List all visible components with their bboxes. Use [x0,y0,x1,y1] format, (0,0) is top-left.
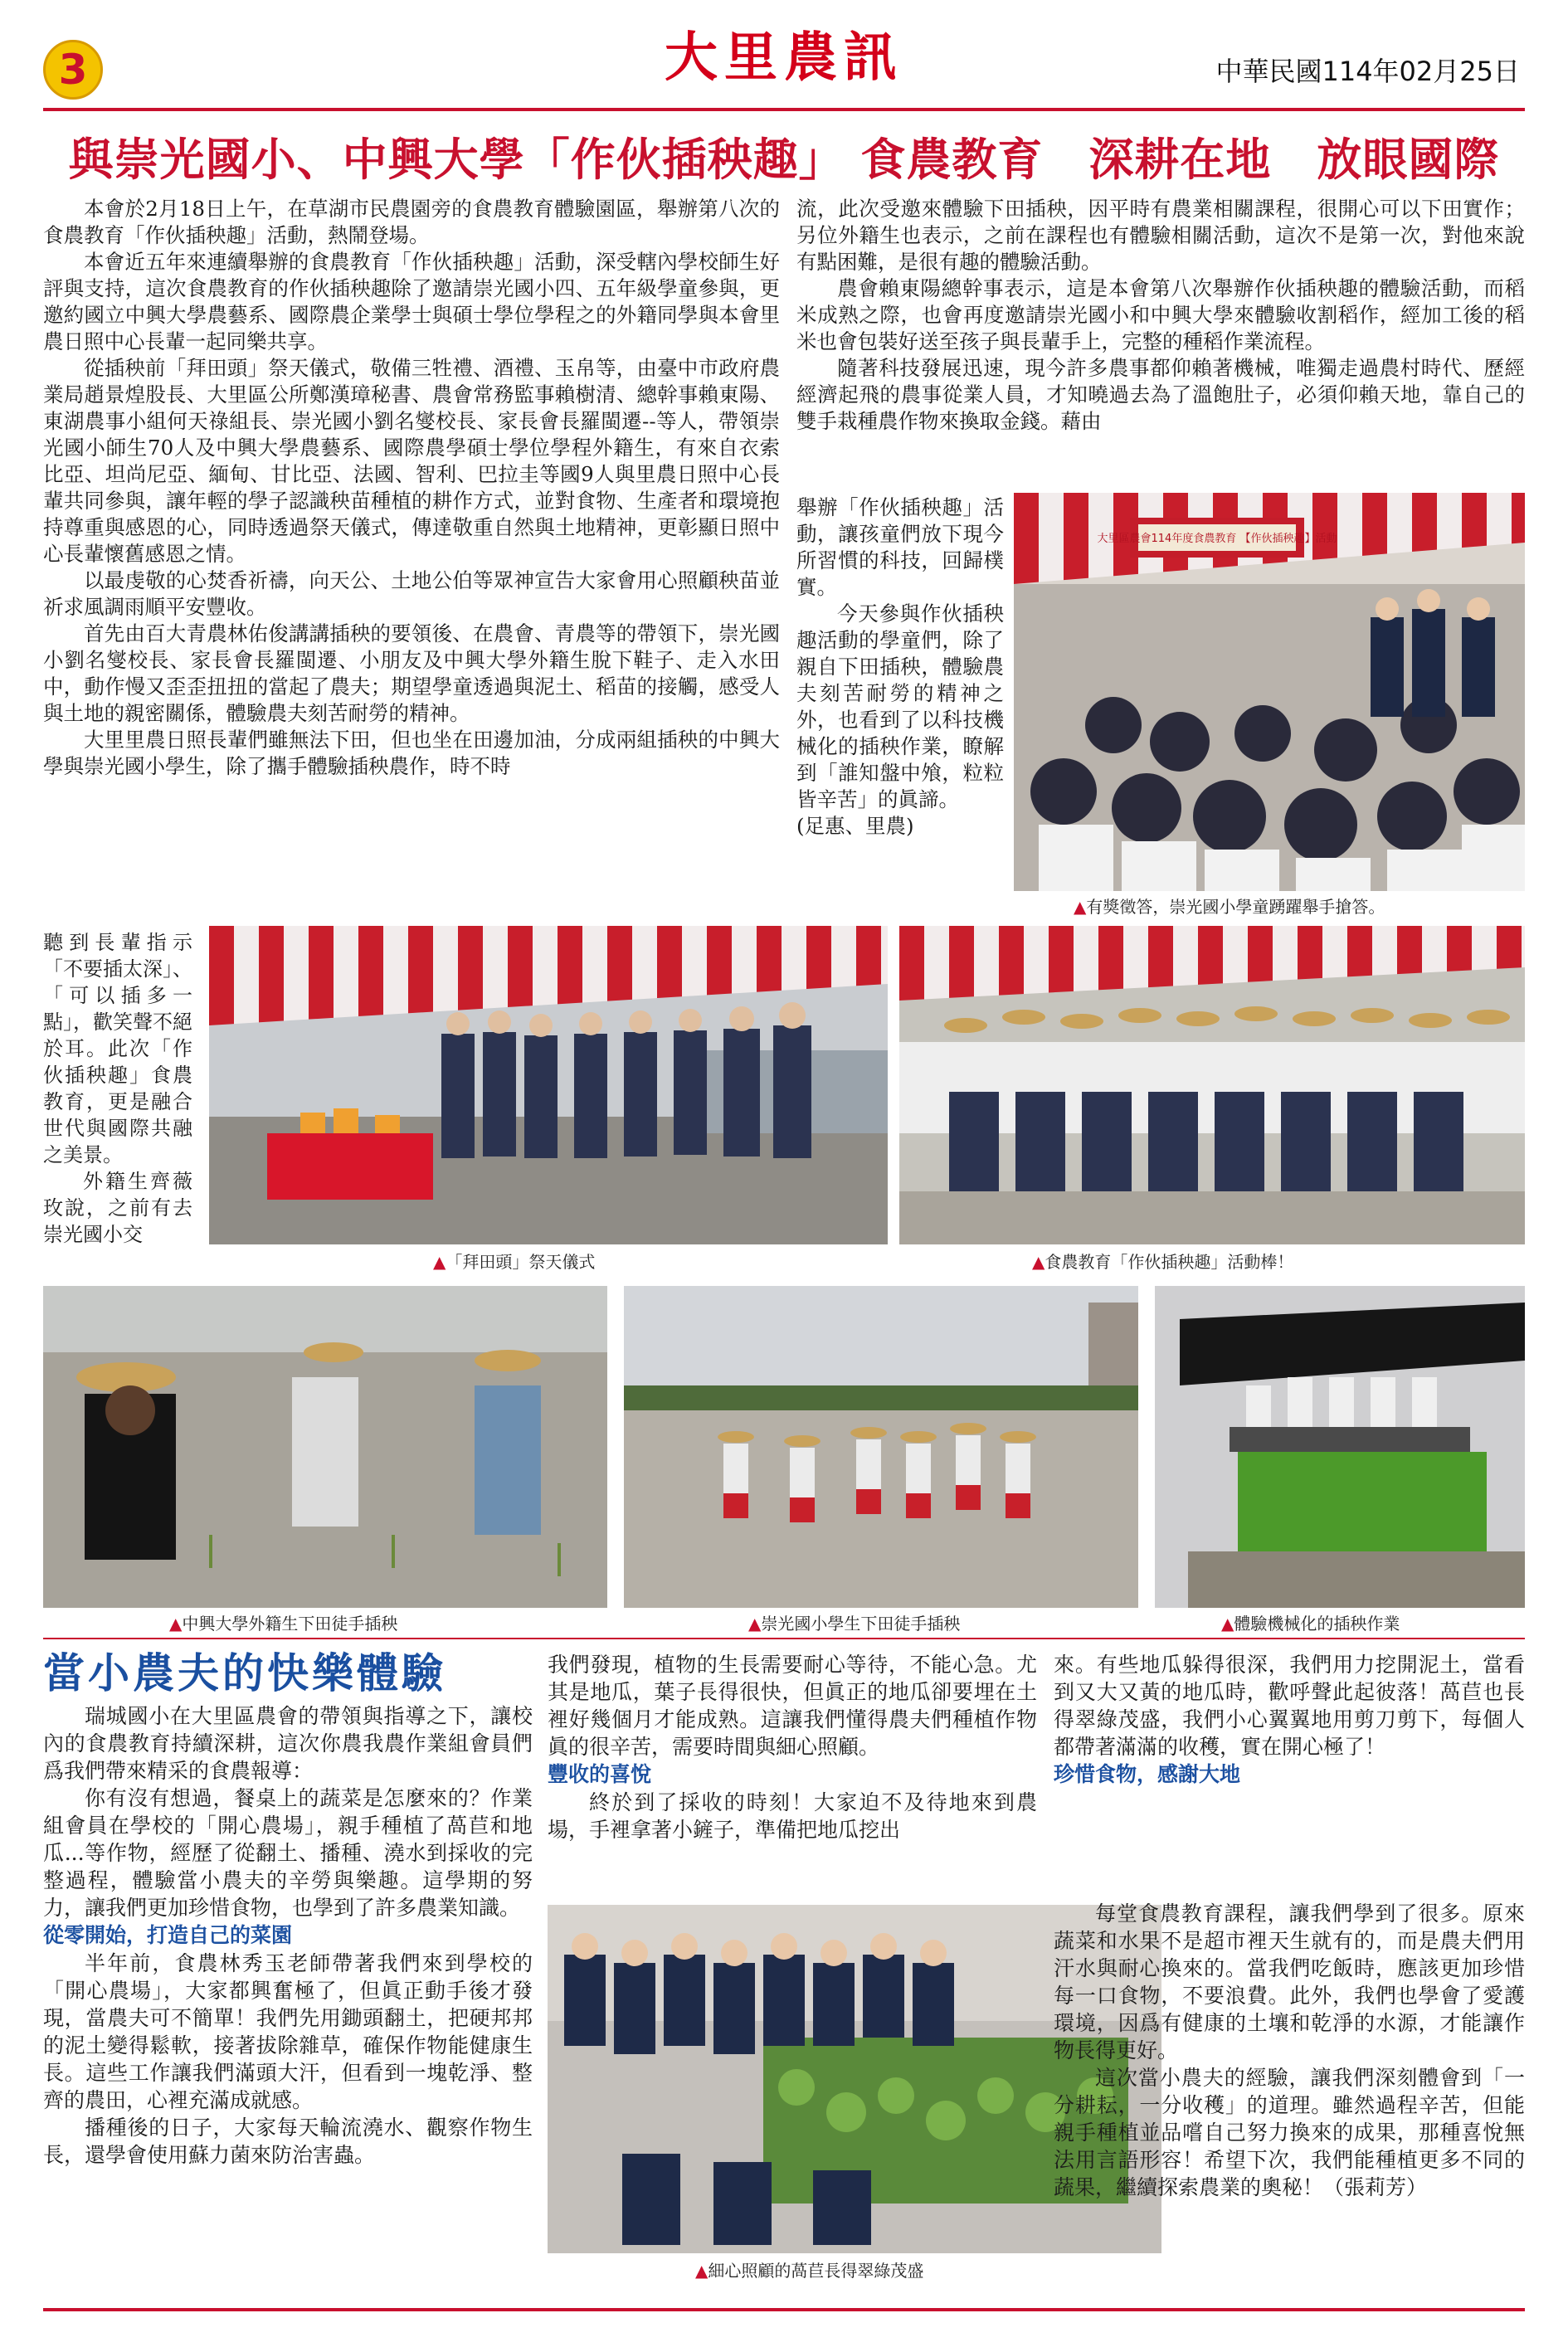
article2-paragraph: 終於到了採收的時刻！大家迫不及待地來到農場，手裡拿著小鏟子，準備把地瓜挖出 [548,1790,1037,1842]
caption-triangle-icon: ▲ [748,1614,762,1634]
article1-paragraph: 農會賴東陽總幹事表示，這是本會第八次舉辦作伙插秧趣的體驗活動，而稻米成熟之際，也會再度邀請崇光國小和中興大學來體驗收割稻作，經加工後的稻米也會包裝好送至孩子與長輩手上，完整的種稻作業流程。 [796,276,1525,353]
article2-paragraph: 我們發現，植物的生長需要耐心等待，不能心急。尤其是地瓜，葉子長得很快，但眞正的地瓜卻要埋在土裡好幾個月才能成熟。這讓我們懂得農夫們種植作物眞的很辛苦，需要時間與細心照顧。 [548,1653,1037,1759]
article2-headline: 當小農夫的快樂體驗 [43,1649,446,1697]
caption-foreign-students [169,1613,397,1634]
article1-paragraph: 大里里農日照長輩們雖無法下田，但也坐在田邊加油，分成兩組插秧的中興大學與崇光國小學生，除了攜手體驗插秧農作，時不時 [43,728,780,778]
article1-paragraph: 外籍生齊薇玫說，之前有去崇光國小交 [43,1170,192,1246]
caption-triangle-icon: ▲ [433,1252,446,1272]
section-divider [43,1638,1525,1639]
article1-column-2-narrow [796,494,1004,926]
issue-date: 中華民國114年02月25日 [1215,56,1520,87]
article2-column-2 [548,1651,1037,1908]
article1-paragraph: 從插秧前「拜田頭」祭天儀式，敬備三牲禮、酒禮、玉帛等，由臺中市政府農業局趙景煌股長、大里區公所鄭漢璋秘書、農會常務監事賴樹清、總幹事賴東陽、東湖農事小組何天祿組長、崇光國小劉名燮校長、家長會長羅閩遷--等人，帶領崇光國小師生70人及中興大學農藝系、國際農學碩士學位學程外籍生，有來自衣索比亞、坦尚尼亞、緬甸、甘比亞、法國、智利、巴拉圭等國9人與里農日照中心長輩共同參與，讓年輕的學子認識秧苗種植的耕作方式，並對食物、生產者和環境抱持尊重與感恩的心，同時透過祭天儀式，傳達敬重自然與土地精神，更彰顯日照中心長輩懷舊感恩之情。 [43,356,780,566]
article2-column-3 [1054,1651,1525,1900]
article2-paragraph: 每堂食農教育課程，讓我們學到了很多。原來蔬菜和水果不是超市裡天生就有的，而是農夫們用汗水與耐心換來的。當我們吃飯時，應該更加珍惜每一口食物，不要浪費。此外，我們也學會了愛護環境，因爲有健康的土壤和乾淨的水源，才能讓作物長得更好。 [1054,1902,1525,2062]
caption-triangle-icon: ▲ [695,2261,709,2281]
article2-subhead: 豐收的喜悅 [548,1762,652,1786]
article1-byline: (足惠、里農) [796,814,914,838]
photo-ceremony-image [209,926,888,1244]
photo-elementary-students-image [624,1286,1138,1608]
article1-paragraph: 本會於2月18日上午，在草湖市民農園旁的食農教育體驗園區，舉辦第八次的食農教育「作伙插秧趣」活動，熱鬧登場。 [43,197,780,247]
article1-column-2 [796,196,1525,494]
caption-machine-planting [1221,1613,1400,1634]
caption-text: 中興大學外籍生下田徒手插秧 [182,1614,398,1634]
photo-foreign-students-image [43,1286,607,1608]
caption-triangle-icon: ▲ [1221,1614,1234,1634]
photo-machine-planting-image [1155,1286,1525,1608]
caption-text: 有獎徵答，崇光國小學童踴躍舉手搶答。 [1086,897,1385,917]
caption-group [1032,1251,1293,1273]
caption-elementary-students [748,1613,960,1634]
caption-text: 細心照顧的萵苣長得翠綠茂盛 [708,2261,924,2281]
article2-paragraph: 來。有些地瓜躲得很深，我們用力挖開泥土，當看到又大又黃的地瓜時，歡呼聲此起彼落！萵苣也長得翠綠茂盛，我們小心翼翼地用剪刀剪下，每個人都帶著滿滿的收穫，實在開心極了！ [1054,1653,1525,1759]
photo-elementary-students [624,1286,1138,1608]
article2-paragraph: 你有沒有想過，餐桌上的蔬菜是怎麼來的？作業組會員在學校的「開心農場」，親手種植了萵苣和地瓜...等作物，經歷了從翻土、播種、澆水到採收的完整過程，體驗當小農夫的辛勞與樂趣。這學期的努力，讓我們更加珍惜食物，也學到了許多農業知識。 [43,1786,533,1920]
header-rule [43,108,1525,111]
article2-subhead: 珍惜食物，感謝大地 [1054,1762,1241,1786]
photo-quiz-tent [1014,493,1525,891]
caption-lettuce [695,2260,923,2281]
caption-text: 食農教育「作伙插秧趣」活動棒！ [1045,1252,1294,1272]
caption-triangle-icon: ▲ [1032,1252,1045,1272]
article1-paragraph: 流，此次受邀來體驗下田插秧，因平時有農業相關課程，很開心可以下田實作；另位外籍生也表示，之前在課程也有體驗相關活動，這次不是第一次，對他來說有點困難，是很有趣的體驗活動。 [796,197,1525,274]
caption-text: 體驗機械化的插秧作業 [1234,1614,1400,1634]
photo-group-image [899,926,1525,1244]
article1-paragraph: 隨著科技發展迅速，現今許多農事都仰賴著機械，唯獨走過農村時代、歷經經濟起飛的農事從業人員，才知曉過去為了溫飽肚子，必須仰賴天地，靠自己的雙手栽種農作物來換取金錢。藉由 [796,356,1525,433]
article1-column-1-narrow [43,929,192,1278]
caption-triangle-icon: ▲ [1074,897,1087,917]
article1-paragraph: 以最虔敬的心焚香祈禱，向天公、土地公伯等眾神宣告大家會用心照顧秧苗並祈求風調雨順平安豐收。 [43,568,780,619]
caption-triangle-icon: ▲ [169,1614,183,1634]
photo-quiz-tent-image [1014,493,1525,891]
article1-paragraph: 首先由百大青農林佑俊講講插秧的要領後、在農會、青農等的帶領下，崇光國小劉名燮校長、家長會長羅閩遷、小朋友及中興大學外籍生脫下鞋子、走入水田中，動作慢又歪歪扭扭的當起了農夫；期望學童透過與泥土、稻苗的接觸，感受人與土地的親密關係，體驗農夫刻苦耐勞的精神。 [43,621,780,725]
caption-quiz [1074,896,1385,918]
caption-text: 崇光國小學生下田徒手插秧 [761,1614,961,1634]
banner-text: 大里區農會114年度食農教育 【作伙插秧趣】活動 [1097,533,1337,545]
article1-paragraph: 舉辦「作伙插秧趣」活動，讓孩童們放下現今所習慣的科技，回歸樸實。 [796,495,1004,599]
caption-text: 「拜田頭」祭天儀式 [446,1252,596,1272]
article2-paragraph: 瑞城國小在大里區農會的帶領與指導之下，讓校內的食農教育持續深耕，這次你農我農作業組會員們爲我們帶來精采的食農報導： [43,1704,533,1783]
article2-paragraph: 這次當小農夫的經驗，讓我們深刻體會到「一分耕耘，一分收穫」的道理。雖然過程辛苦，但能親手種植並品嚐自己努力換來的成果，那種喜悅無法用言語形容！希望下次，我們能種植更多不同的蔬果，繼續探索農業的奧秘！（張莉芳） [1054,2066,1525,2199]
photo-ceremony [209,926,888,1244]
article2-column-3b [1054,1900,1525,2290]
caption-ceremony [433,1251,595,1273]
paper-name: 大里農訊 [665,27,903,89]
article1-headline: 與崇光國小、中興大學「作伙插秧趣」 食農教育 深耕在地 放眼國際 [68,134,1500,186]
article2-paragraph: 播種後的日子，大家每天輪流澆水、觀察作物生長，還學會使用蘇力菌來防治害蟲。 [43,2116,533,2167]
article2-column-1 [43,1702,533,2283]
article1-paragraph: 本會近五年來連續舉辦的食農教育「作伙插秧趣」活動，深受轄內學校師生好評與支持，這次食農教育的作伙插秧趣除了邀請崇光國小四、五年級學童參與，更邀約國立中興大學農藝系、國際農企業學士與碩士學位學程之的外籍同學與本會里農日照中心長輩一起同樂共享。 [43,250,780,353]
article1-column-1 [43,196,780,926]
article2-paragraph: 半年前，食農林秀玉老師帶著我們來到學校的「開心農場」，大家都興奮極了，但眞正動手後才發現，當農夫可不簡單！我們先用鋤頭翻土，把硬邦邦的泥土變得鬆軟，接著拔除雜草，確保作物能健康生長。這些工作讓我們滿頭大汗，但看到一塊乾淨、整齊的農田，心裡充滿成就感。 [43,1951,533,2112]
article2-subhead: 從零開始，打造自己的菜園 [43,1923,293,1947]
photo-group [899,926,1525,1244]
photo-machine-planting [1155,1286,1525,1608]
footer-rule [43,2308,1525,2311]
photo-foreign-students [43,1286,607,1608]
page-number-badge: 3 [43,40,103,100]
article1-paragraph: 今天參與作伙插秧趣活動的學童們，除了親自下田插秧，體驗農夫刻苦耐勞的精神之外，也看到了以科技機械化的插秧作業，瞭解到「誰知盤中飧，粒粒皆辛苦」的眞諦。 [796,601,1004,811]
article1-paragraph: 聽到長輩指示「不要插太深」、「可以插多一點」，歡笑聲不絕於耳。此次「作伙插秧趣」食農教育，更是融合世代與國際共融之美景。 [43,931,192,1166]
